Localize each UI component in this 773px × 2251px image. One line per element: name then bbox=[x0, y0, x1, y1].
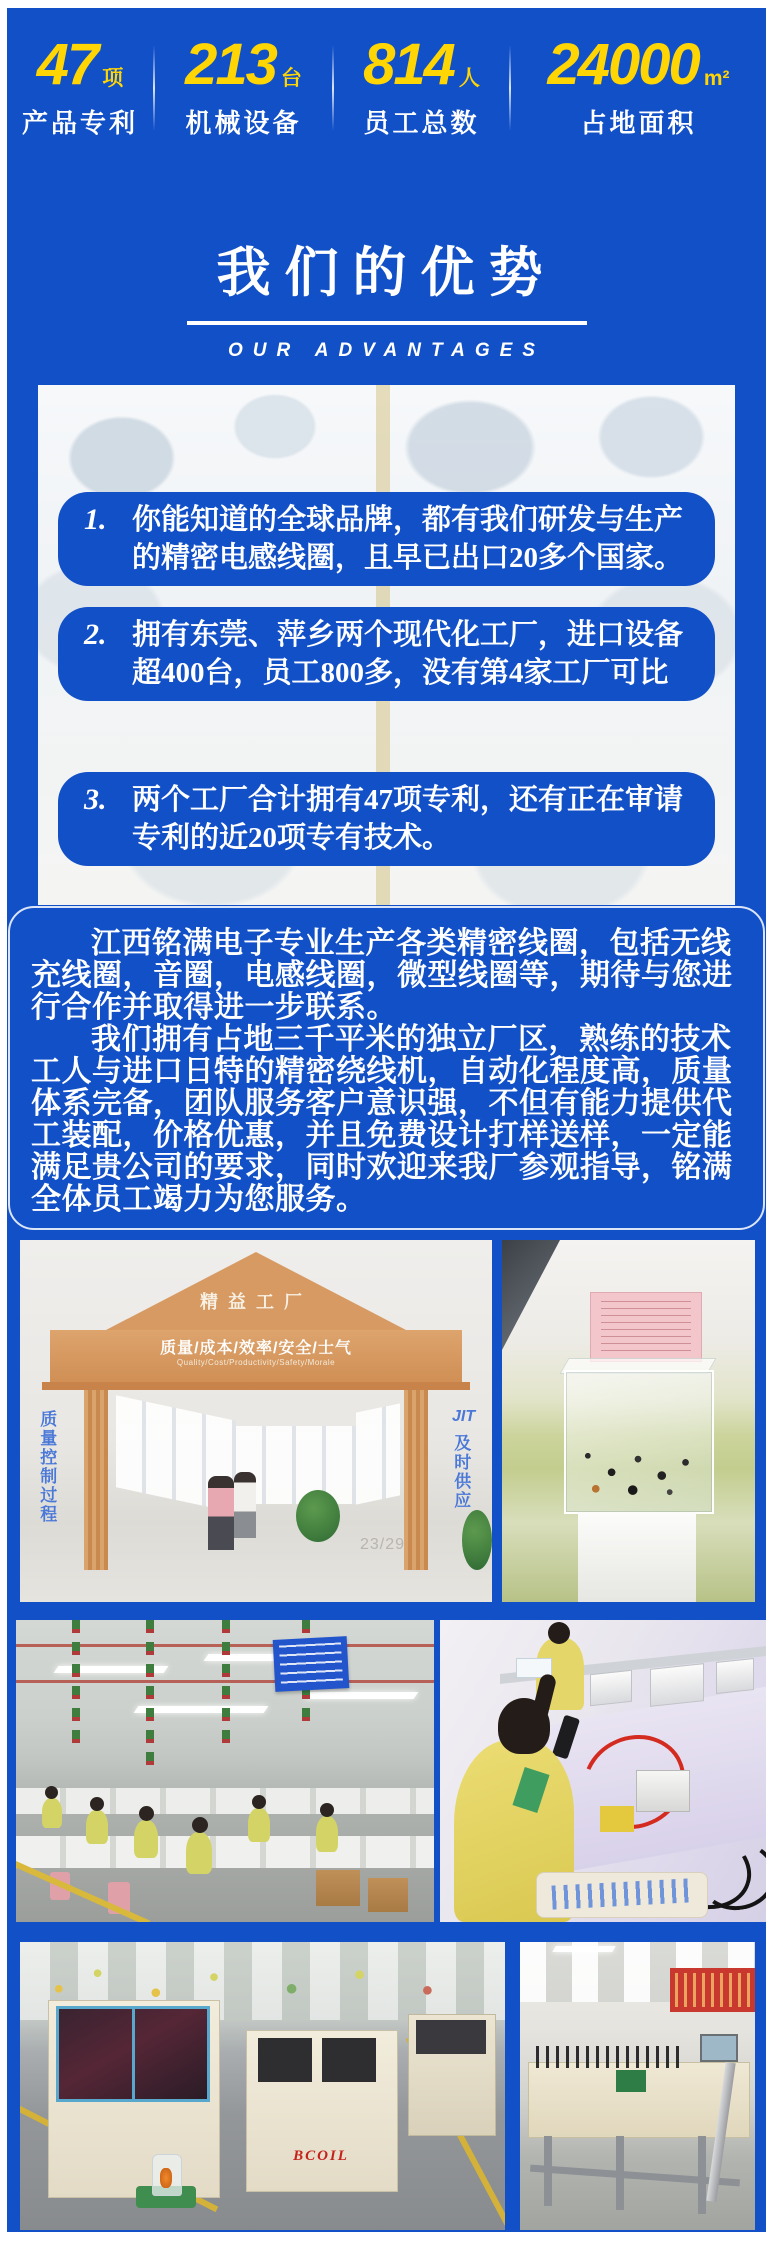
stat-employees-unit: 人 bbox=[458, 66, 480, 90]
advantage-1-text: 你能知道的全球品牌，都有我们研发与生产的精密电感线圈，且早已出口20多个国家。 bbox=[132, 504, 684, 574]
potted-plant bbox=[462, 1510, 492, 1570]
stat-machines-value: 213 bbox=[185, 32, 276, 97]
stat-patents-value-row bbox=[36, 32, 124, 97]
machine-panel bbox=[416, 2020, 486, 2054]
stat-employees bbox=[334, 32, 509, 140]
worker-head bbox=[90, 1797, 104, 1811]
worker-figure bbox=[42, 1798, 62, 1828]
display-pedestal bbox=[578, 1512, 696, 1602]
showroom-display-boards-right bbox=[356, 1403, 400, 1504]
seated-worker-head bbox=[498, 1698, 550, 1754]
showroom-visitor-figure bbox=[208, 1476, 234, 1550]
advantage-item-3 bbox=[58, 772, 715, 866]
worker-figure bbox=[186, 1832, 212, 1874]
sign-text-lines bbox=[601, 1301, 691, 1353]
stat-machines-value-row bbox=[185, 32, 302, 97]
showroom-ledge-shape bbox=[42, 1382, 470, 1390]
stat-patents-value: 47 bbox=[36, 32, 98, 97]
soldering-station bbox=[636, 1770, 690, 1812]
stat-employees-value: 814 bbox=[363, 32, 454, 97]
worker-head bbox=[45, 1786, 58, 1799]
green-module bbox=[616, 2070, 646, 2092]
pink-info-sign bbox=[590, 1292, 702, 1362]
advantage-1-number: 1. bbox=[84, 503, 107, 536]
window-frame-corner bbox=[502, 1240, 560, 1350]
machine-panel bbox=[322, 2038, 376, 2082]
bench-equipment bbox=[590, 1670, 632, 1706]
spindle-row bbox=[536, 2046, 686, 2068]
showroom-beam bbox=[50, 1330, 462, 1382]
advantage-2-number: 2. bbox=[84, 618, 107, 651]
ceiling-light bbox=[552, 1946, 615, 1952]
showroom-right-pillar bbox=[404, 1390, 428, 1570]
stat-employees-label: 员工总数 bbox=[363, 108, 480, 138]
machine-panel bbox=[258, 2038, 312, 2082]
section-title: 我们的优势 bbox=[187, 230, 587, 325]
red-wall-banner bbox=[670, 1968, 755, 2012]
showroom-left-caption: 质量控制过程 bbox=[37, 1410, 57, 1524]
photo-assembly-worker bbox=[440, 1620, 766, 1922]
intro-paragraph-1: 江西铭满电子专业生产各类精密线圈，包括无线充线圈，音圈，电感线圈，微型线圈等，期待与您进行合作并取得进一步联系。 bbox=[31, 927, 733, 1024]
worker-head bbox=[139, 1806, 154, 1821]
stat-area bbox=[511, 32, 766, 140]
advantages-photo-block bbox=[38, 385, 735, 905]
blue-background bbox=[7, 8, 766, 2232]
copper-wire-spool bbox=[160, 2168, 172, 2188]
advantage-3-text: 两个工厂合计拥有47项专利，还有正在审请专利的近20项专有技术。 bbox=[132, 784, 684, 854]
potted-plant bbox=[296, 1490, 340, 1542]
photo-watermark: 23/29 bbox=[360, 1536, 406, 1553]
showroom-visitor-figure bbox=[234, 1472, 256, 1538]
showroom-slogan-english: Quality/Cost/Productivity/Safety/Morale bbox=[176, 1358, 336, 1367]
stats-bar bbox=[7, 32, 766, 140]
machine-leg bbox=[698, 2136, 706, 2214]
showroom-left-pillar bbox=[84, 1390, 108, 1570]
worker-head bbox=[320, 1803, 334, 1817]
photo-showroom bbox=[20, 1240, 492, 1602]
photo-display-case bbox=[502, 1240, 755, 1602]
photo-production-floor bbox=[16, 1620, 434, 1922]
stat-area-unit: m² bbox=[703, 66, 730, 90]
workbench-row bbox=[16, 1788, 434, 1814]
worker-figure bbox=[248, 1808, 270, 1842]
photo-winding-machines bbox=[520, 1942, 755, 2230]
sign-text-lines bbox=[279, 1642, 343, 1685]
showroom-jit-caption: JIT bbox=[452, 1408, 476, 1425]
showroom-slogan: 质量/成本/效率/安全/士气 bbox=[160, 1340, 352, 1357]
cardboard-box bbox=[316, 1870, 360, 1906]
section-header bbox=[7, 230, 766, 362]
stat-area-value: 24000 bbox=[547, 32, 699, 97]
showroom-sign-title: 精益工厂 bbox=[200, 1292, 312, 1312]
machine-screen bbox=[700, 2034, 738, 2062]
yellow-sponge-block bbox=[600, 1806, 634, 1832]
advantage-item-1 bbox=[58, 492, 715, 586]
hanging-garland bbox=[72, 1620, 80, 1750]
stat-employees-value-row bbox=[363, 32, 480, 97]
workbench-row bbox=[16, 1836, 434, 1868]
hanging-garland bbox=[146, 1620, 154, 1770]
stat-patents bbox=[7, 32, 153, 140]
stat-area-label: 占地面积 bbox=[580, 108, 697, 138]
advantage-2-text: 拥有东莞、萍乡两个现代化工厂，进口设备超400台，员工800多，没有第4家工厂可比 bbox=[132, 619, 684, 689]
stat-machines-unit: 台 bbox=[280, 66, 302, 90]
stat-patents-unit: 项 bbox=[102, 66, 124, 90]
standing-worker-head bbox=[548, 1622, 570, 1644]
cardboard-box bbox=[368, 1878, 408, 1912]
stat-area-value-row bbox=[547, 32, 730, 97]
worker-head bbox=[252, 1795, 266, 1809]
ceiling-light bbox=[304, 1692, 419, 1699]
worker-head bbox=[192, 1817, 208, 1833]
advantage-item-2 bbox=[58, 607, 715, 701]
stat-machines-label: 机械设备 bbox=[185, 108, 302, 138]
section-subtitle: OUR ADVANTAGES bbox=[228, 340, 545, 361]
worker-figure bbox=[134, 1820, 158, 1858]
stat-machines bbox=[155, 32, 332, 140]
hanging-garland bbox=[222, 1620, 230, 1750]
intro-text-block bbox=[7, 928, 766, 1216]
machine-brand-label: BCOIL bbox=[293, 2148, 349, 2164]
bench-equipment bbox=[716, 1658, 754, 1694]
photo-coil-machines bbox=[20, 1942, 505, 2230]
stat-patents-label: 产品专利 bbox=[21, 108, 138, 138]
bench-equipment bbox=[650, 1663, 704, 1707]
showroom-right-caption: 及时供应 bbox=[451, 1434, 471, 1510]
intro-paragraph-2: 我们拥有占地三千平米的独立厂区，熟练的技术工人与进口日特的精密绕线机，自动化程度高，质量体系完备，团队服务客户意识强，不但有能力提供代工装配，价格优惠，并且免费设计打样送样，一定能满足贵公司的要求，同时欢迎来我厂参观指导，铭满全体员工竭力为您服务。 bbox=[31, 1023, 733, 1216]
banner-text-marks bbox=[675, 1973, 750, 2007]
line-sign-board bbox=[273, 1636, 350, 1692]
worker-figure bbox=[316, 1816, 338, 1852]
worker-figure bbox=[86, 1810, 108, 1844]
coil-product-samples bbox=[572, 1436, 704, 1502]
advantage-3-number: 3. bbox=[84, 783, 107, 816]
machine-window-frame bbox=[132, 2006, 135, 2102]
